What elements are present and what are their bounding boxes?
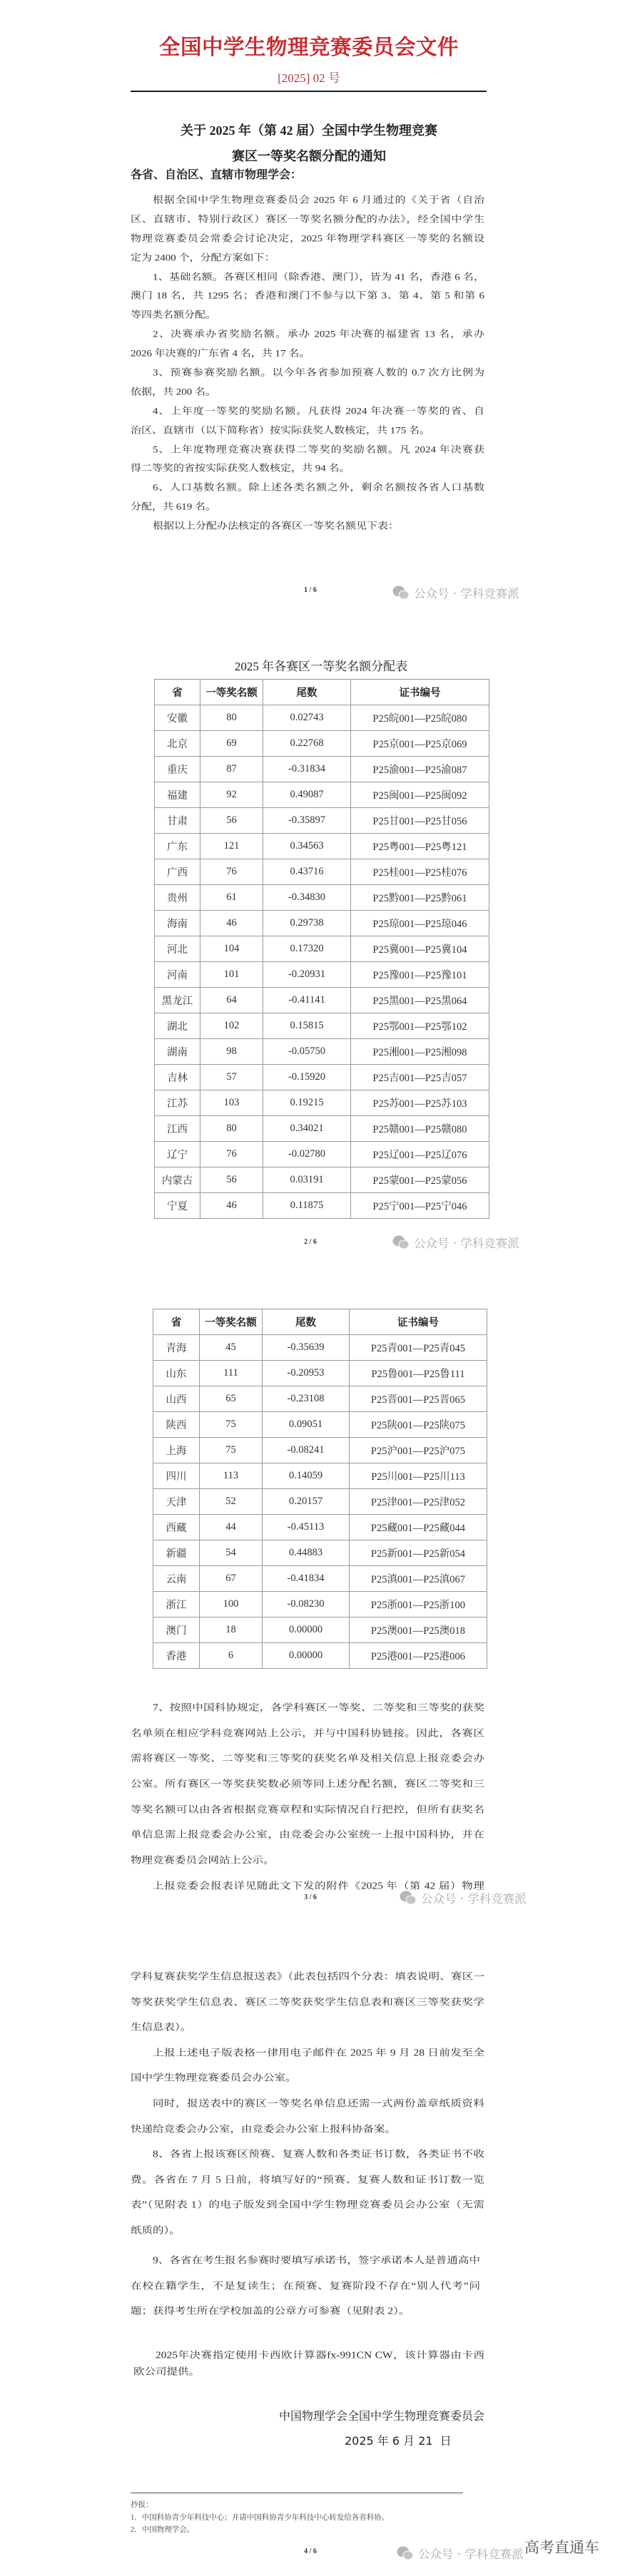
cell-remainder: 0.44883 xyxy=(263,1540,350,1566)
paragraph-line: 单信息需上报竞委会办公室，由竞委会办公室统一上报中国科协，并在 xyxy=(131,1829,484,1841)
cell-remainder: 0.02743 xyxy=(263,705,351,731)
paragraph-line: 同时，报送表中的赛区一等奖名单信息还需一式两份盖章纸质资料 xyxy=(153,2098,484,2109)
cc-item: 2．中国物理学会。 xyxy=(131,2526,195,2534)
table-row xyxy=(155,1090,489,1116)
cell-province: 山西 xyxy=(153,1386,200,1412)
cell-province: 天津 xyxy=(153,1489,200,1515)
watermark-text: 公众号 · 学科竞赛派 xyxy=(421,1892,527,1906)
table-row xyxy=(153,1489,487,1515)
cell-certificate-number: P25苏001—P25苏103 xyxy=(351,1090,489,1116)
cell-remainder: 0.14059 xyxy=(263,1463,350,1489)
wechat-icon xyxy=(397,2545,414,2561)
cell-certificate-number: P25陕001—P25陕075 xyxy=(350,1412,487,1438)
paragraph-line: 3、预赛参赛奖励名额。以今年各省参加预赛人数的 0.7 次方比例为 xyxy=(153,368,484,378)
cell-quota: 75 xyxy=(200,1412,263,1438)
header-certificate-number: 证书编号 xyxy=(351,680,489,705)
cell-remainder: -0.20931 xyxy=(263,962,351,988)
cell-quota: 101 xyxy=(200,962,263,988)
cell-remainder: 0.00000 xyxy=(263,1643,350,1669)
cell-certificate-number: P25赣001—P25赣080 xyxy=(351,1116,489,1142)
paragraph-line: 上报上述电子版表格一律用电子邮件在 2025 年 9 月 28 日前发至全 xyxy=(153,2048,484,2058)
cell-quota: 113 xyxy=(200,1463,263,1489)
page-number: 4 / 6 xyxy=(304,2547,317,2555)
cell-province: 浙江 xyxy=(153,1592,200,1617)
cell-remainder: -0.23108 xyxy=(263,1386,350,1412)
paragraph-line: 生信息表）。 xyxy=(131,2022,192,2033)
cell-certificate-number: P25沪001—P25沪075 xyxy=(350,1438,487,1463)
table-header-row xyxy=(155,680,489,705)
table-row xyxy=(153,1643,487,1669)
header-divider xyxy=(131,91,487,92)
cell-certificate-number: P25鄂001—P25鄂102 xyxy=(351,1013,489,1039)
cell-province: 福建 xyxy=(155,782,200,808)
cell-remainder: -0.15920 xyxy=(263,1065,351,1090)
signature-organization: 中国物理学会全国中学生物理竞赛委员会 xyxy=(279,2409,485,2423)
cell-quota: 80 xyxy=(200,705,263,731)
cell-quota: 46 xyxy=(200,1193,263,1219)
cell-remainder: 0.49087 xyxy=(263,782,351,808)
cell-quota: 56 xyxy=(200,808,263,834)
table-row xyxy=(153,1412,487,1438)
cell-quota: 54 xyxy=(200,1540,263,1566)
paragraph-line: 名单须在相应学科竞赛网站上公示，并与中国科协链接。因此，各赛区 xyxy=(131,1727,484,1739)
cell-province: 新疆 xyxy=(153,1540,200,1566)
cell-certificate-number: P25吉001—P25吉057 xyxy=(351,1065,489,1090)
table-row xyxy=(153,1438,487,1463)
cell-remainder: 0.34563 xyxy=(263,834,351,859)
paragraph-line: 区、直辖市、特别行政区）赛区一等奖名额分配的办法》，经全国中学生 xyxy=(131,215,484,225)
cell-quota: 104 xyxy=(200,936,263,962)
header-province: 省 xyxy=(155,680,200,705)
cell-certificate-number: P25青001—P25青045 xyxy=(350,1335,487,1361)
table-row xyxy=(155,988,489,1013)
paragraph-line: 纸质的）。 xyxy=(131,2225,181,2236)
body-paragraphs-page-3 xyxy=(131,1695,484,1899)
table-row xyxy=(153,1540,487,1566)
brand-overlay-text: 高考直通车 xyxy=(524,2539,599,2556)
paragraph-line: 治区、直辖市（以下简称省）按实际获奖人数核定，共 175 名。 xyxy=(131,425,431,436)
cell-remainder: -0.34830 xyxy=(263,885,351,911)
table-row xyxy=(155,1013,489,1039)
table-row xyxy=(155,1116,489,1142)
table-row xyxy=(153,1361,487,1386)
header-quota: 一等奖名额 xyxy=(200,1309,263,1335)
cell-province: 青海 xyxy=(153,1335,200,1361)
cell-certificate-number: P25滇001—P25滇067 xyxy=(350,1566,487,1592)
table-row xyxy=(155,1193,489,1219)
cell-certificate-number: P25皖001—P25皖080 xyxy=(351,705,489,731)
cell-quota: 100 xyxy=(200,1592,263,1617)
cell-province: 西藏 xyxy=(153,1515,200,1540)
cell-remainder: 0.29738 xyxy=(263,911,351,936)
table-row xyxy=(155,885,489,911)
cell-quota: 76 xyxy=(200,1142,263,1167)
document-header-title: 全国中学生物理竞赛委员会文件 xyxy=(158,36,459,59)
table-row xyxy=(155,1065,489,1090)
cell-quota: 102 xyxy=(200,1013,263,1039)
document-number: [2025] 02 号 xyxy=(278,71,340,85)
paragraph-line: 等奖获奖学生信息表、赛区二等奖获奖学生信息表和赛区三等奖获奖学 xyxy=(131,1996,484,2008)
cell-province: 河南 xyxy=(155,962,200,988)
cell-quota: 46 xyxy=(200,911,263,936)
signature-date: 2025 年 6 月 21 日 xyxy=(345,2434,452,2448)
table-row xyxy=(153,1592,487,1617)
wechat-icon xyxy=(392,585,410,600)
cell-quota: 87 xyxy=(200,757,263,782)
quota-table-part-1 xyxy=(154,679,489,1219)
table-row xyxy=(153,1335,487,1361)
cell-quota: 121 xyxy=(200,834,263,859)
cell-province: 吉林 xyxy=(155,1065,200,1090)
cell-quota: 57 xyxy=(200,1065,263,1090)
paragraph-line: 题；获得考生所在学校加盖的公章方可参赛（见附表 2）。 xyxy=(131,2306,410,2317)
paragraph-line: 9、各省在考生报名参赛时要填写承诺书，签字承诺本人是普通高中 xyxy=(153,2255,480,2266)
cell-quota: 44 xyxy=(200,1515,263,1540)
table-header-row xyxy=(153,1309,487,1335)
notice-title-line-1: 关于 2025 年（第 42 届）全国中学生物理竞赛 xyxy=(181,123,437,138)
cc-label: 抄报： xyxy=(131,2501,153,2509)
paragraph-line: 学科复赛获奖学生信息报送表》（此表包括四个分表：填表说明、赛区一 xyxy=(131,1971,484,1982)
page-number: 1 / 6 xyxy=(304,586,317,594)
table-row xyxy=(153,1617,487,1643)
calculator-note xyxy=(133,2347,484,2380)
paragraph-line: 8、各省上报该赛区预赛、复赛人数和各类证书订数，各类证书不收 xyxy=(153,2149,484,2160)
header-certificate-number: 证书编号 xyxy=(350,1309,487,1335)
table-row xyxy=(155,1167,489,1193)
paragraph-line: 澳门 18 名，共 1295 名；香港和澳门不参与以下第 3、第 4、第 5 和第 6 xyxy=(131,291,484,302)
paragraph-line: 物理竞赛委员会网站上公示。 xyxy=(131,1855,275,1866)
cell-remainder: 0.34021 xyxy=(263,1116,351,1142)
cell-province: 江苏 xyxy=(155,1090,200,1116)
cell-quota: 6 xyxy=(200,1643,263,1669)
cell-remainder: 0.09051 xyxy=(263,1412,350,1438)
cell-remainder: 0.15815 xyxy=(263,1013,351,1039)
cell-province: 湖北 xyxy=(155,1013,200,1039)
cell-province: 贵州 xyxy=(155,885,200,911)
paragraph-line: 根据全国中学生物理竞赛委员会 2025 年 6 月通过的《关于省（自治 xyxy=(153,195,484,205)
table-row xyxy=(155,936,489,962)
cell-province: 河北 xyxy=(155,936,200,962)
notice-title-line-2: 赛区一等奖名额分配的通知 xyxy=(232,149,386,163)
cell-certificate-number: P25琼001—P25琼046 xyxy=(351,911,489,936)
paragraph-line: 根据以上分配办法核定的各赛区一等奖名额见下表： xyxy=(153,521,400,532)
cell-quota: 52 xyxy=(200,1489,263,1515)
cell-province: 四川 xyxy=(153,1463,200,1489)
cell-certificate-number: P25川001—P25川113 xyxy=(350,1463,487,1489)
header-remainder: 尾数 xyxy=(263,1309,350,1335)
paragraph-line: 4、上年度一等奖的奖励名额。凡获得 2024 年决赛一等奖的省、自 xyxy=(153,406,484,416)
cell-certificate-number: P25津001—P25津052 xyxy=(350,1489,487,1515)
cell-province: 内蒙古 xyxy=(155,1167,200,1193)
cell-remainder: -0.35897 xyxy=(263,808,351,834)
cell-certificate-number: P25港001—P25港006 xyxy=(350,1643,487,1669)
table-row xyxy=(153,1386,487,1412)
cell-province: 江西 xyxy=(155,1116,200,1142)
cell-quota: 75 xyxy=(200,1438,263,1463)
watermark xyxy=(392,584,519,601)
cell-province: 山东 xyxy=(153,1361,200,1386)
paragraph-line: 2、决赛承办省奖励名额。承办 2025 年决赛的福建省 13 名，承办 xyxy=(153,329,484,340)
paragraph-line: 2025年决赛指定使用卡西欧计算器fx-991CN CW，该计算器由卡西 xyxy=(156,2350,484,2361)
header-quota: 一等奖名额 xyxy=(200,680,263,705)
cell-certificate-number: P25辽001—P25辽076 xyxy=(351,1142,489,1167)
cell-province: 上海 xyxy=(153,1438,200,1463)
cell-certificate-number: P25渝001—P25渝087 xyxy=(351,757,489,782)
table-title: 2025 年各赛区一等奖名额分配表 xyxy=(234,660,408,673)
cell-remainder: 0.11875 xyxy=(263,1193,351,1219)
cell-certificate-number: P25甘001—P25甘056 xyxy=(351,808,489,834)
cell-remainder: 0.17320 xyxy=(263,936,351,962)
cell-certificate-number: P25桂001—P25桂076 xyxy=(351,859,489,885)
table-row xyxy=(155,859,489,885)
cell-quota: 76 xyxy=(200,859,263,885)
cell-remainder: -0.41141 xyxy=(263,988,351,1013)
cell-certificate-number: P25宁001—P25宁046 xyxy=(351,1193,489,1219)
cell-quota: 103 xyxy=(200,1090,263,1116)
body-paragraph-item-9 xyxy=(131,2248,480,2324)
cell-province: 广东 xyxy=(155,834,200,859)
cell-remainder: 0.43716 xyxy=(263,859,351,885)
cell-quota: 67 xyxy=(200,1566,263,1592)
cell-province: 安徽 xyxy=(155,705,200,731)
cell-certificate-number: P25新001—P25新054 xyxy=(350,1540,487,1566)
paragraph-line: 快递给竞委会办公室，由竞委会办公室上报科协备案。 xyxy=(131,2123,397,2135)
cell-quota: 92 xyxy=(200,782,263,808)
paragraph-line: 物理竞赛委员会常委会讨论决定，2025 年物理学科赛区一等奖的名额设 xyxy=(131,233,484,244)
cell-province: 陕西 xyxy=(153,1412,200,1438)
cell-remainder: -0.41834 xyxy=(263,1566,350,1592)
paragraph-line: 等奖名额可以由各省根据竞赛章程和实际情况自行把控，但所有获奖名 xyxy=(131,1804,484,1815)
table-row xyxy=(153,1566,487,1592)
cell-quota: 111 xyxy=(200,1361,263,1386)
wechat-icon xyxy=(392,1235,410,1250)
cell-remainder: -0.31834 xyxy=(263,757,351,782)
paragraph-line: 公室。所有赛区一等奖获奖数必须等同上述分配名额，赛区二等奖和三 xyxy=(131,1779,484,1789)
table-row xyxy=(155,962,489,988)
cell-province: 云南 xyxy=(153,1566,200,1592)
wechat-icon xyxy=(400,1890,417,1906)
cc-item: 1．中国科协青少年科技中心；并请中国科协青少年科技中心转发给各省科协。 xyxy=(131,2513,390,2522)
cell-certificate-number: P25闽001—P25闽092 xyxy=(351,782,489,808)
table-row xyxy=(155,757,489,782)
watermark-text: 公众号 · 学科竞赛派 xyxy=(418,2547,524,2561)
cell-certificate-number: P25京001—P25京069 xyxy=(351,731,489,757)
watermark-text: 公众号 · 学科竞赛派 xyxy=(414,1237,519,1250)
cell-remainder: 0.19215 xyxy=(263,1090,351,1116)
table-row xyxy=(155,911,489,936)
paragraph-line: 表”（见附表 1）的电子版发到全国中学生物理竞赛委员会办公室（无需 xyxy=(131,2199,484,2211)
cell-certificate-number: P25晋001—P25晋065 xyxy=(350,1386,487,1412)
table-row xyxy=(155,1039,489,1065)
cc-list xyxy=(131,2499,389,2537)
table-row xyxy=(155,705,489,731)
header-remainder: 尾数 xyxy=(263,680,351,705)
table-row xyxy=(155,782,489,808)
paragraph-line: 依据，共 200 名。 xyxy=(131,387,217,397)
body-paragraphs-page-1 xyxy=(131,191,484,536)
cell-remainder: -0.08241 xyxy=(263,1438,350,1463)
cell-province: 重庆 xyxy=(155,757,200,782)
watermark xyxy=(392,1234,519,1251)
cell-province: 甘肃 xyxy=(155,808,200,834)
page-number: 2 / 6 xyxy=(304,1238,317,1246)
cell-province: 北京 xyxy=(155,731,200,757)
paragraph-line: 6、人口基数名额。除上述各类名额之外，剩余名额按各省人口基数 xyxy=(153,483,484,494)
cell-quota: 56 xyxy=(200,1167,263,1193)
cell-quota: 80 xyxy=(200,1116,263,1142)
paragraph-line: 国中学生物理竞赛委员会办公室。 xyxy=(131,2072,297,2084)
paragraph-line: 定为 2400 个，分配方案如下： xyxy=(131,252,275,263)
table-row xyxy=(155,1142,489,1167)
cell-certificate-number: P25鲁001—P25鲁111 xyxy=(350,1361,487,1386)
paragraph-line: 上报竞委会报表详见随此文下发的附件《2025 年（第 42 届）物理 xyxy=(153,1881,484,1891)
cell-remainder: -0.02780 xyxy=(263,1142,351,1167)
cell-quota: 69 xyxy=(200,731,263,757)
paragraph-line: 1、基础名额。各赛区相同（除香港、澳门），皆为 41 名，香港 6 名， xyxy=(153,272,484,282)
paragraph-line: 欧公司提供。 xyxy=(133,2366,200,2377)
watermark-text: 公众号 · 学科竞赛派 xyxy=(414,587,519,600)
cell-certificate-number: P25湘001—P25湘098 xyxy=(351,1039,489,1065)
paragraph-line: 5、上年度物理竞赛决赛获得二等奖的奖励名额。凡 2024 年决赛获 xyxy=(153,444,484,455)
cell-certificate-number: P25粤001—P25粤121 xyxy=(351,834,489,859)
table-row xyxy=(155,808,489,834)
cell-remainder: -0.35639 xyxy=(263,1335,350,1361)
cell-certificate-number: P25黔001—P25黔061 xyxy=(351,885,489,911)
table-row xyxy=(153,1463,487,1489)
cell-province: 广西 xyxy=(155,859,200,885)
cell-certificate-number: P25黑001—P25黑064 xyxy=(351,988,489,1013)
cell-province: 湖南 xyxy=(155,1039,200,1065)
cell-certificate-number: P25豫001—P25豫101 xyxy=(351,962,489,988)
paragraph-line: 得二等奖的省按实际获奖人数核定，共 94 名。 xyxy=(131,464,350,474)
cell-quota: 61 xyxy=(200,885,263,911)
watermark xyxy=(400,1889,527,1906)
paragraph-line: 在校在籍学生，不是复读生；在预赛、复赛阶段不存在“别人代考”问 xyxy=(131,2280,480,2291)
cell-province: 黑龙江 xyxy=(155,988,200,1013)
cell-remainder: -0.05750 xyxy=(263,1039,351,1065)
paragraph-line: 费。各省在 7 月 5 日前，将填写好的“预赛、复赛人数和证书订数一览 xyxy=(131,2174,484,2185)
paragraph-line: 分配，共 619 名。 xyxy=(131,502,217,513)
cell-province: 香港 xyxy=(153,1643,200,1669)
cell-quota: 65 xyxy=(200,1386,263,1412)
body-paragraphs-page-4 xyxy=(131,1964,484,2244)
cell-province: 宁夏 xyxy=(155,1193,200,1219)
watermark xyxy=(397,2545,524,2562)
paragraph-line: 2026 年决赛的广东省 4 名，共 17 名。 xyxy=(131,349,310,359)
paragraph-line: 需将赛区一等奖、二等奖和三等奖的获奖名单及相关信息上报竞委会办 xyxy=(131,1753,484,1764)
table-row xyxy=(155,731,489,757)
cell-remainder: 0.03191 xyxy=(263,1167,351,1193)
cell-remainder: 0.22768 xyxy=(263,731,351,757)
cell-province: 海南 xyxy=(155,911,200,936)
cell-remainder: -0.45113 xyxy=(263,1515,350,1540)
cell-remainder: -0.20953 xyxy=(263,1361,350,1386)
salutation: 各省、自治区、直辖市物理学会： xyxy=(131,169,303,181)
cell-province: 辽宁 xyxy=(155,1142,200,1167)
cell-certificate-number: P25藏001—P25藏044 xyxy=(350,1515,487,1540)
cell-certificate-number: P25蒙001—P25蒙056 xyxy=(351,1167,489,1193)
paragraph-line: 等四类名额分配。 xyxy=(131,310,217,321)
page-number: 3 / 6 xyxy=(304,1893,317,1901)
cell-province: 澳门 xyxy=(153,1617,200,1643)
paragraph-line: 7、按照中国科协规定，各学科赛区一等奖、二等奖和三等奖的获奖 xyxy=(153,1702,484,1713)
cell-quota: 64 xyxy=(200,988,263,1013)
cell-certificate-number: P25冀001—P25冀104 xyxy=(351,936,489,962)
cell-quota: 18 xyxy=(200,1617,263,1643)
cell-certificate-number: P25浙001—P25浙100 xyxy=(350,1592,487,1617)
cell-remainder: 0.20157 xyxy=(263,1489,350,1515)
cell-certificate-number: P25澳001—P25澳018 xyxy=(350,1617,487,1643)
quota-table-part-2 xyxy=(153,1309,487,1669)
cell-quota: 45 xyxy=(200,1335,263,1361)
header-province: 省 xyxy=(153,1309,200,1335)
table-row xyxy=(155,834,489,859)
cell-remainder: -0.08230 xyxy=(263,1592,350,1617)
cell-quota: 98 xyxy=(200,1039,263,1065)
cell-remainder: 0.00000 xyxy=(263,1617,350,1643)
table-row xyxy=(153,1515,487,1540)
